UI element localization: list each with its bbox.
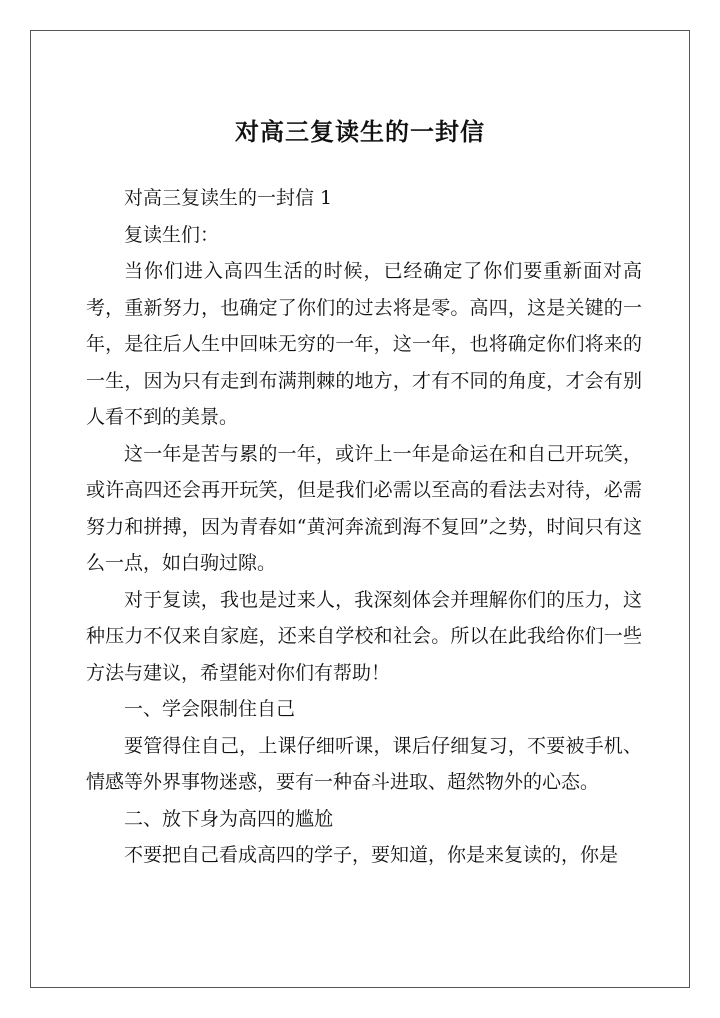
paragraph-subtitle: 对高三复读生的一封信 1 (124, 187, 333, 209)
document-body (86, 180, 642, 874)
paragraph-self-control: 要管得住自己，上课仔细听课，课后仔细复习，不要被手机、情感等外界事物迷惑，要有一种奋斗进取、超然物外的心态。 (86, 734, 642, 793)
paragraph-intro: 当你们进入高四生活的时候，已经确定了你们要重新面对高考，重新努力，也确定了你们的过去将是零。高四，这是关键的一年，是往后人生中回味无穷的一年，这一年，也将确定你们将来的一生，因为只有走到布满荆棘的地方，才有不同的角度，才会有别人看不到的美景。 (86, 260, 642, 428)
paragraph-pressure: 对于复读，我也是过来人，我深刻体会并理解你们的压力，这种压力不仅来自家庭，还来自学校和社会。所以在此我给你们一些方法与建议，希望能对你们有帮助！ (86, 588, 642, 684)
section-heading-1: 一、学会限制住自己 (124, 698, 296, 720)
document-title: 对高三复读生的一封信 (235, 117, 485, 146)
section-heading-2: 二、放下身为高四的尴尬 (124, 807, 334, 830)
paragraph-hard-year: 这一年是苦与累的一年，或许上一年是命运在和自己开玩笑，或许高四还会再开玩笑，但是我们必需以至高的看法去对待，必需努力和拼搏，因为青春如“黄河奔流到海不复回”之势，时间只有这么一点，如白驹过隙。 (86, 442, 642, 574)
paragraph-embarrassment: 不要把自己看成高四的学子，要知道，你是来复读的，你是 (124, 844, 619, 866)
paragraph-salutation: 复读生们： (124, 223, 220, 246)
